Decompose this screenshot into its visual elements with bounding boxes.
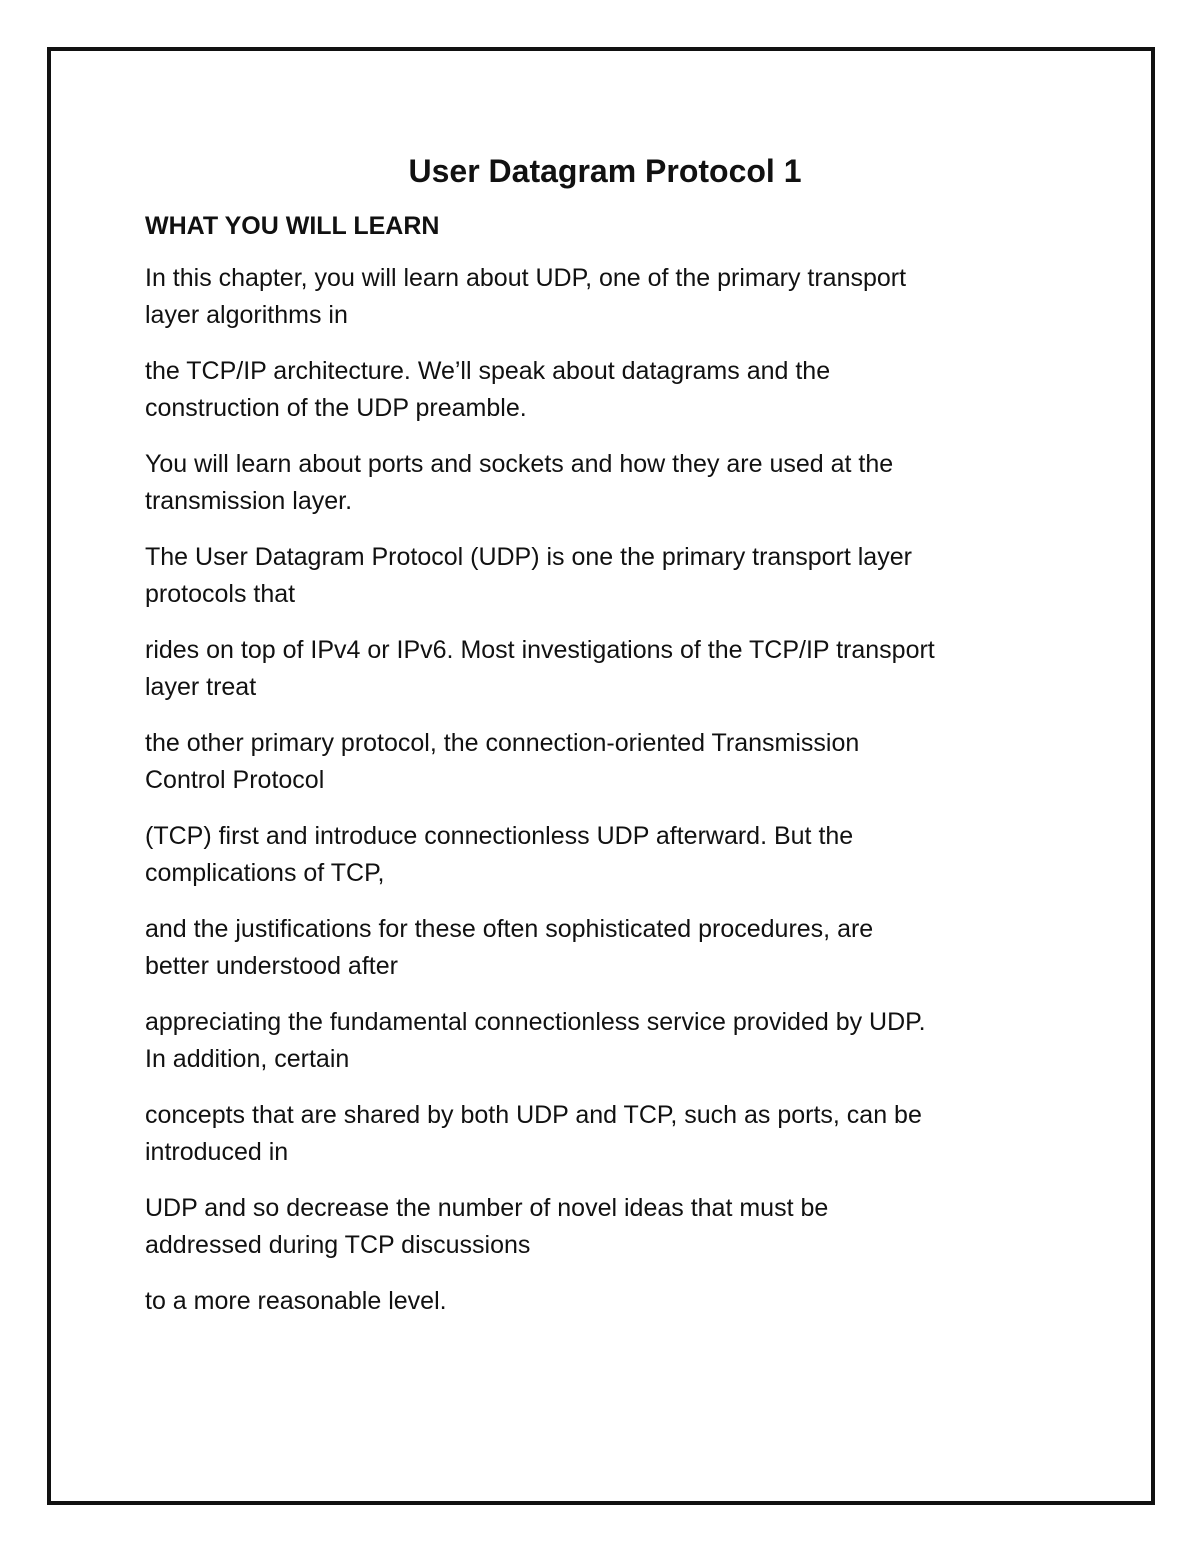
paragraph-line: construction of the UDP preamble. (145, 394, 527, 422)
paragraph-line: better understood after (145, 952, 398, 980)
paragraph-line: layer algorithms in (145, 301, 348, 329)
paragraph-12 (145, 1283, 1065, 1320)
paragraph-line: layer treat (145, 673, 257, 701)
paragraph-line: concepts that are shared by both UDP and TCP, such as ports, can be (145, 1101, 922, 1129)
paragraph-line: introduced in (145, 1138, 289, 1166)
section-heading: WHAT YOU WILL LEARN (145, 212, 440, 240)
paragraph-3 (145, 446, 1065, 520)
paragraph-line: You will learn about ports and sockets and how they are used at the (145, 450, 894, 478)
paragraph-10 (145, 1097, 1065, 1171)
document-content (145, 151, 1065, 1339)
paragraph-line: protocols that (145, 580, 296, 608)
paragraph-1 (145, 260, 1065, 334)
paragraph-line: The User Datagram Protocol (UDP) is one the primary transport layer (145, 543, 912, 571)
paragraph-line: appreciating the fundamental connectionless service provided by UDP. (145, 1008, 926, 1036)
page-border (47, 47, 1155, 1505)
paragraph-line: In addition, certain (145, 1045, 350, 1073)
paragraph-line: (TCP) first and introduce connectionless UDP afterward. But the (145, 822, 854, 850)
paragraph-line: rides on top of IPv4 or IPv6. Most investigations of the TCP/IP transport (145, 636, 935, 664)
paragraph-11 (145, 1190, 1065, 1264)
paragraph-4 (145, 539, 1065, 613)
paragraph-8 (145, 911, 1065, 985)
paragraph-line: Control Protocol (145, 766, 325, 794)
paragraph-5 (145, 632, 1065, 706)
page-title: User Datagram Protocol 1 (408, 153, 802, 189)
paragraph-2 (145, 353, 1065, 427)
paragraph-line: complications of TCP, (145, 859, 385, 887)
paragraph-9 (145, 1004, 1065, 1078)
paragraph-line: and the justifications for these often sophisticated procedures, are (145, 915, 874, 943)
paragraph-line: UDP and so decrease the number of novel ideas that must be (145, 1194, 829, 1222)
paragraph-line: to a more reasonable level. (145, 1287, 447, 1315)
paragraph-line: addressed during TCP discussions (145, 1231, 531, 1259)
paragraph-line: In this chapter, you will learn about UDP, one of the primary transport (145, 264, 907, 292)
paragraph-7 (145, 818, 1065, 892)
paragraph-line: the other primary protocol, the connection-oriented Transmission (145, 729, 860, 757)
paragraph-6 (145, 725, 1065, 799)
paragraph-line: the TCP/IP architecture. We’ll speak about datagrams and the (145, 357, 831, 385)
paragraph-line: transmission layer. (145, 487, 353, 515)
